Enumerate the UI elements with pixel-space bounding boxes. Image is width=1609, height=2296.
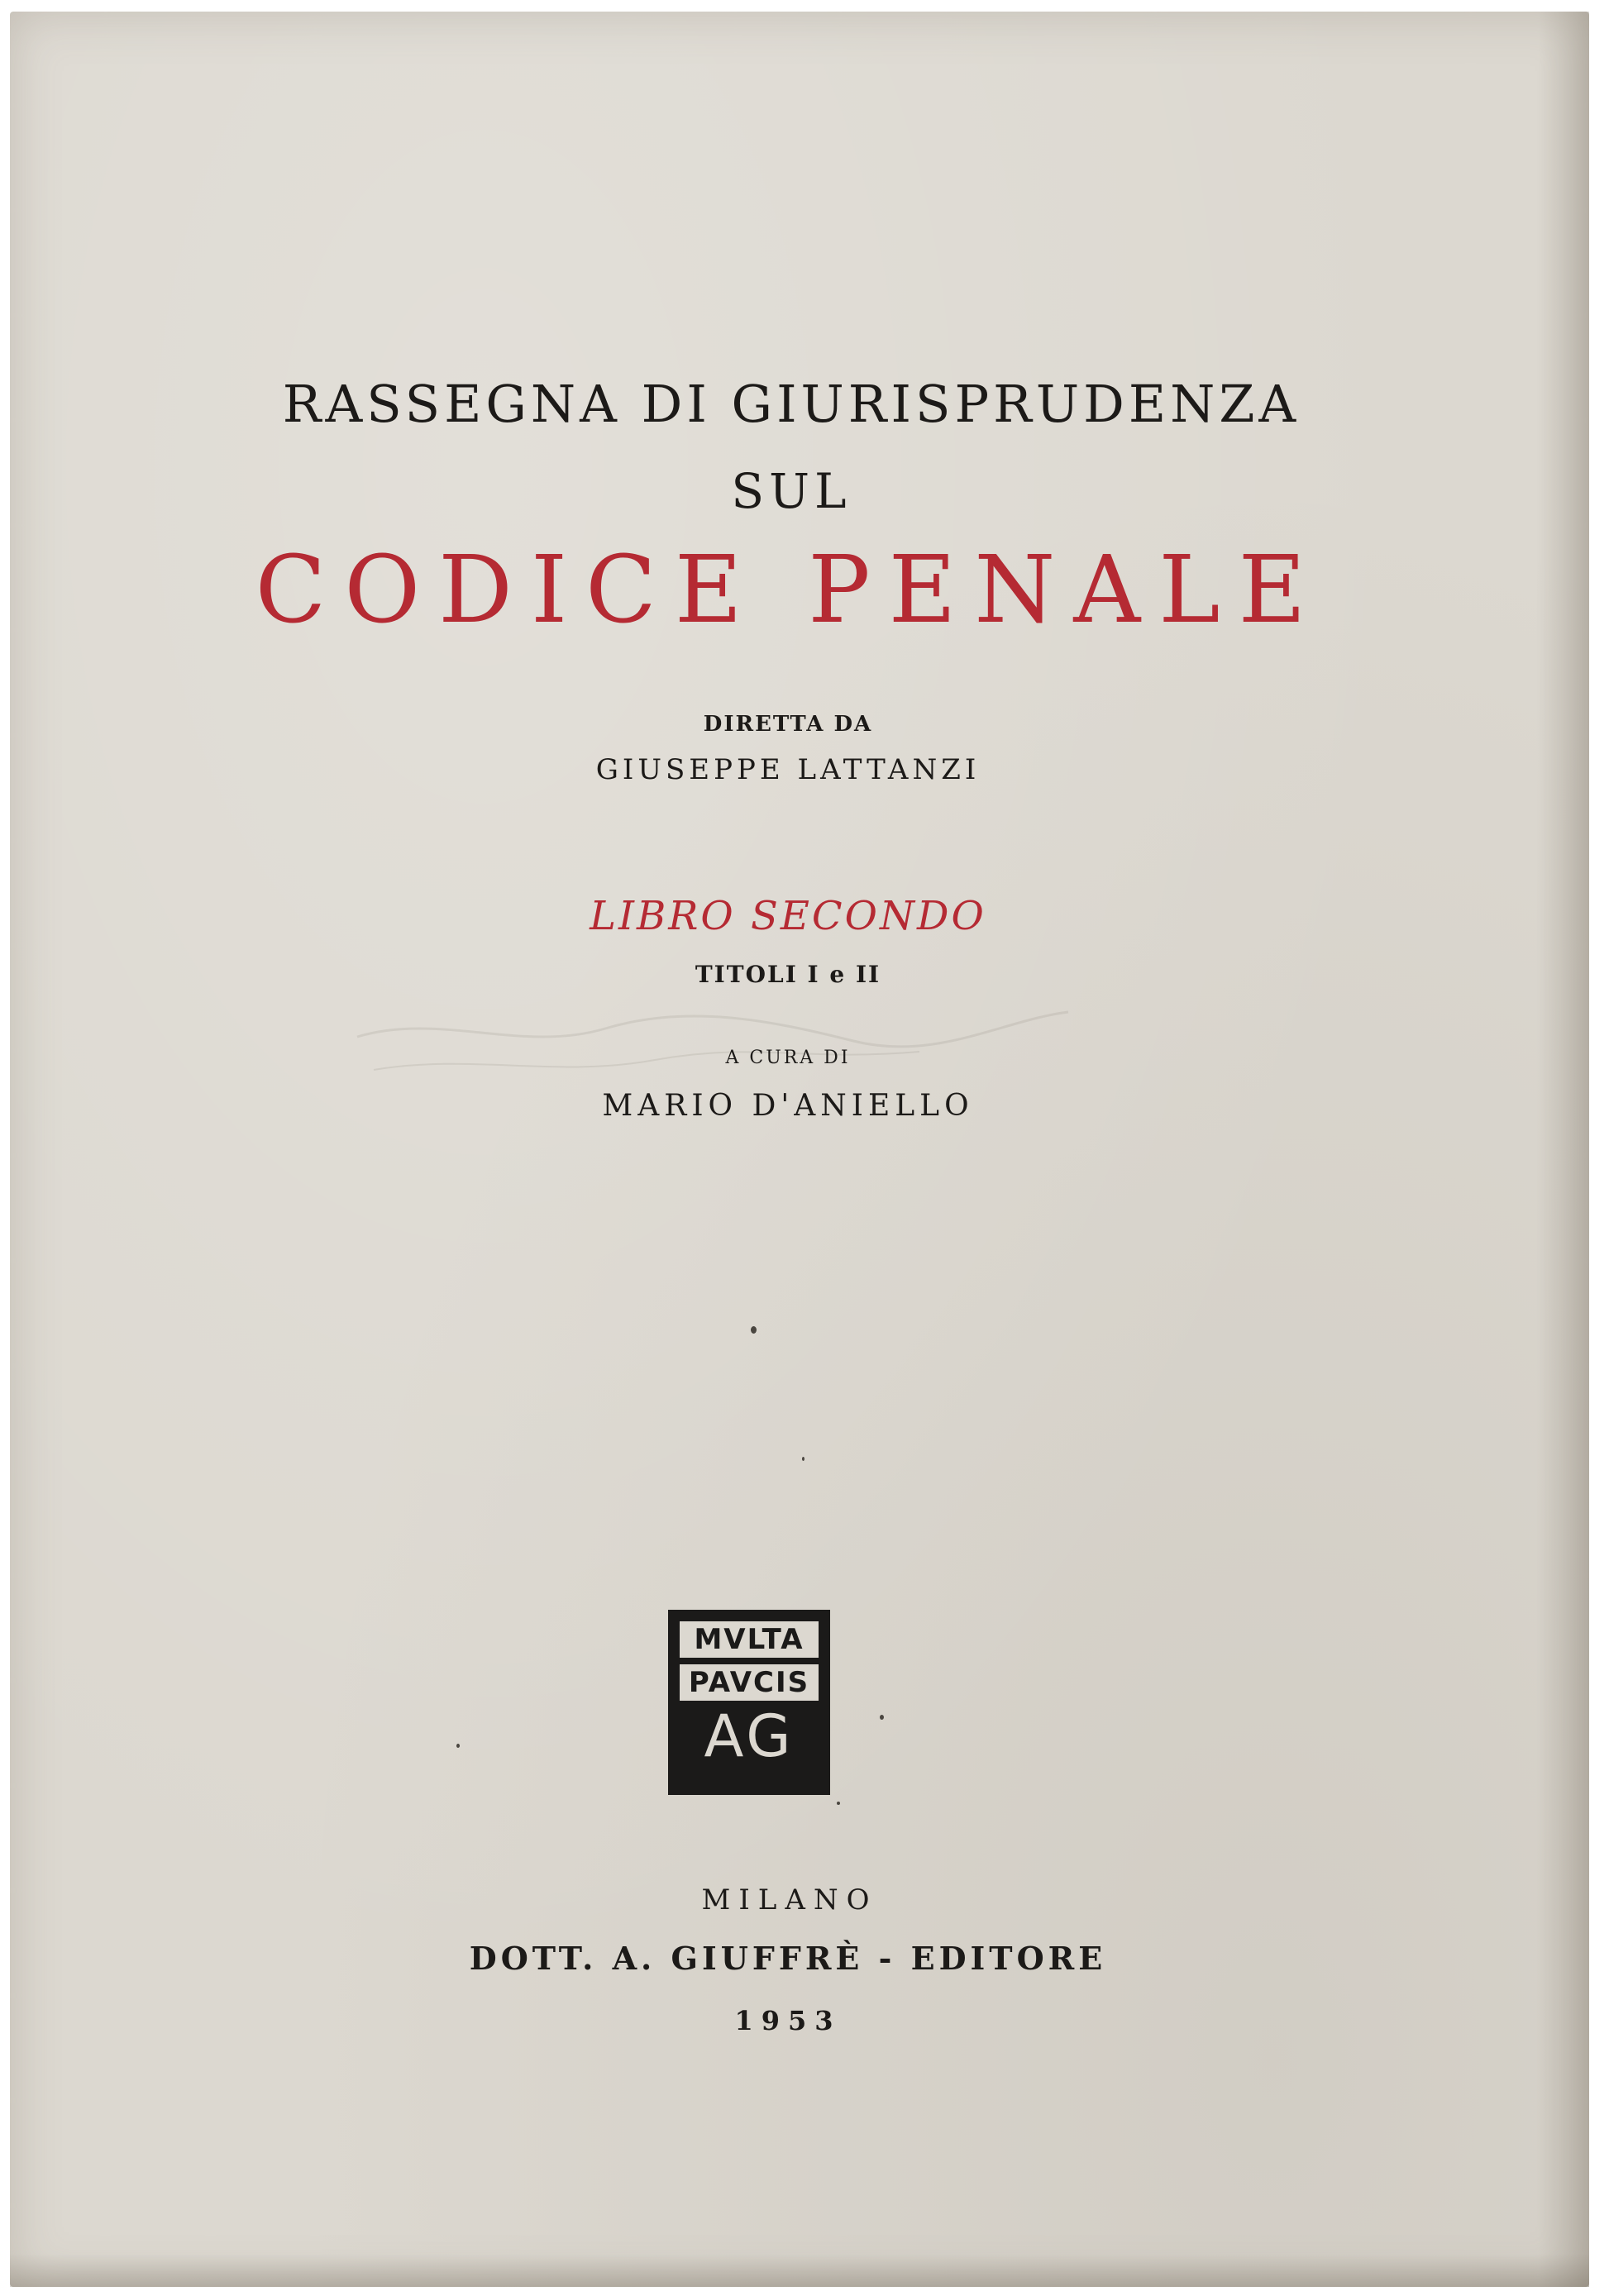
title-line-1: RASSEGNA DI GIURISPRUDENZA [282, 374, 1301, 434]
publisher-mark-icon [668, 1610, 830, 1795]
paper-speck [456, 1744, 460, 1748]
publication-year: 1953 [734, 2005, 842, 2036]
titles-label: TITOLI I e II [695, 961, 881, 988]
paper-speck [802, 1457, 804, 1461]
publisher-mark-line-2: PAVCIS [680, 1664, 819, 1701]
paper-speck [751, 1326, 757, 1334]
paper-speck [837, 1802, 840, 1805]
edited-by-label: A CURA DI [725, 1048, 851, 1068]
title-line-2: SUL [731, 463, 852, 519]
worn-bottom-edge [10, 2254, 1589, 2287]
main-title: CODICE PENALE [255, 537, 1325, 644]
directed-by-label: DIRETTA DA [703, 712, 873, 737]
director-name: GIUSEPPE LATTANZI [595, 753, 981, 786]
paper-speck [880, 1715, 884, 1720]
publisher-mark-line-1: MVLTA [680, 1621, 819, 1658]
publisher-name: DOTT. A. GIUFFRÈ - EDITORE [469, 1940, 1107, 1977]
editor-name: MARIO D'ANIELLO [602, 1089, 974, 1123]
publisher-mark-monogram: AG [704, 1702, 795, 1770]
book-label: LIBRO SECONDO [590, 893, 986, 939]
publication-city: MILANO [701, 1883, 878, 1917]
cover-page [10, 12, 1589, 2287]
